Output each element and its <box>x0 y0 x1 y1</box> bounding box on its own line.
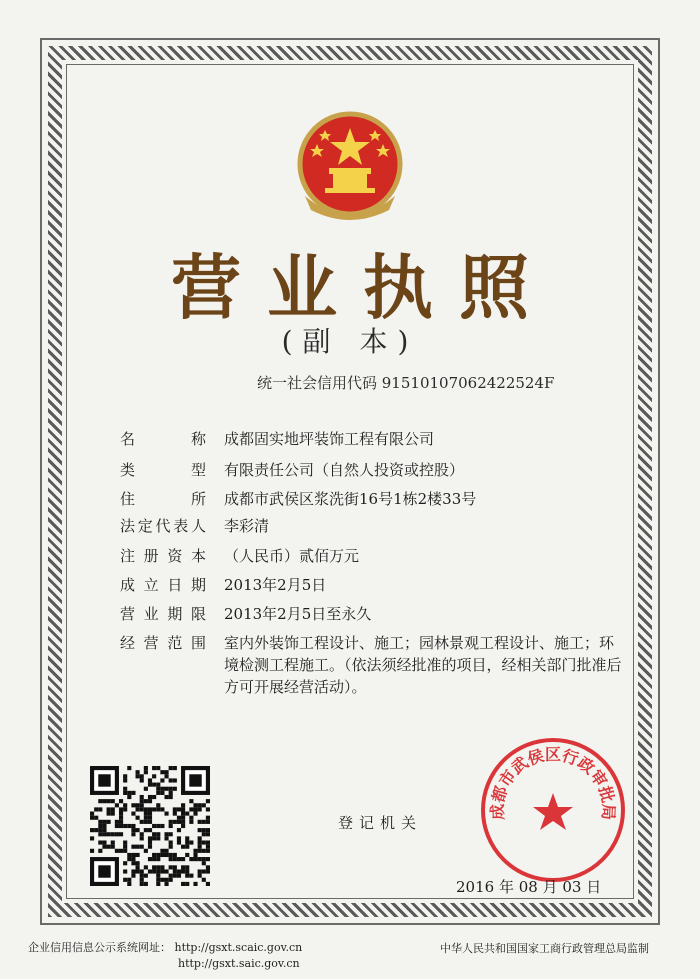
field-label: 营业期限 <box>120 605 206 623</box>
document-title: 营业执照 <box>171 246 555 329</box>
field-legal-rep <box>120 515 270 536</box>
field-capital <box>120 545 360 566</box>
registration-authority: 登记机关 <box>338 814 423 832</box>
field-value: 2013年2月5日至永久 <box>224 605 372 623</box>
issue-date: 2016 年 08 月 03 日 <box>456 878 602 896</box>
footer-website <box>28 940 302 972</box>
footer-url-2[interactable]: http://gsxt.saic.gov.cn <box>178 957 300 970</box>
field-founded <box>120 574 327 595</box>
field-value: 2013年2月5日 <box>224 576 327 594</box>
document-subtitle: (副 本) <box>281 325 419 358</box>
field-scope <box>120 632 206 653</box>
field-label: 名称 <box>120 430 206 448</box>
field-term <box>120 603 372 624</box>
field-type <box>120 459 465 480</box>
field-label: 成立日期 <box>120 576 206 594</box>
field-value: 李彩清 <box>224 517 270 535</box>
field-address <box>120 488 477 509</box>
field-label: 经营范围 <box>120 634 206 652</box>
seal-text: 成都市武侯区行政审批局 <box>487 744 619 821</box>
field-value: 成都市武侯区浆洗街16号1栋2楼33号 <box>224 490 477 508</box>
field-label: 注册资本 <box>120 547 206 565</box>
official-seal <box>478 735 628 885</box>
qr-code[interactable] <box>90 766 210 886</box>
footer-issuer: 中华人民共和国国家工商行政管理总局监制 <box>440 942 649 955</box>
field-label: 住所 <box>120 490 206 508</box>
field-label: 类型 <box>120 461 206 479</box>
national-emblem-icon <box>285 106 415 232</box>
field-name <box>120 428 435 449</box>
credit-code: 统一社会信用代码 91510107062422524F <box>257 374 555 392</box>
field-value: 有限责任公司（自然人投资或控股） <box>224 461 465 479</box>
field-label: 法定代表人 <box>120 517 206 535</box>
field-scope-value: 室内外装饰工程设计、施工；园林景观工程设计、施工；环境检测工程施工。（依法须经批准的项目，经相关部门批准后方可开展经营活动）。 <box>224 634 622 696</box>
footer-label: 企业信用信息公示系统网址： <box>28 941 171 954</box>
field-value: （人民币）贰佰万元 <box>224 547 360 565</box>
footer-url-1[interactable]: http://gsxt.scaic.gov.cn <box>174 941 303 954</box>
field-value: 成都固实地坪装饰工程有限公司 <box>224 430 435 448</box>
